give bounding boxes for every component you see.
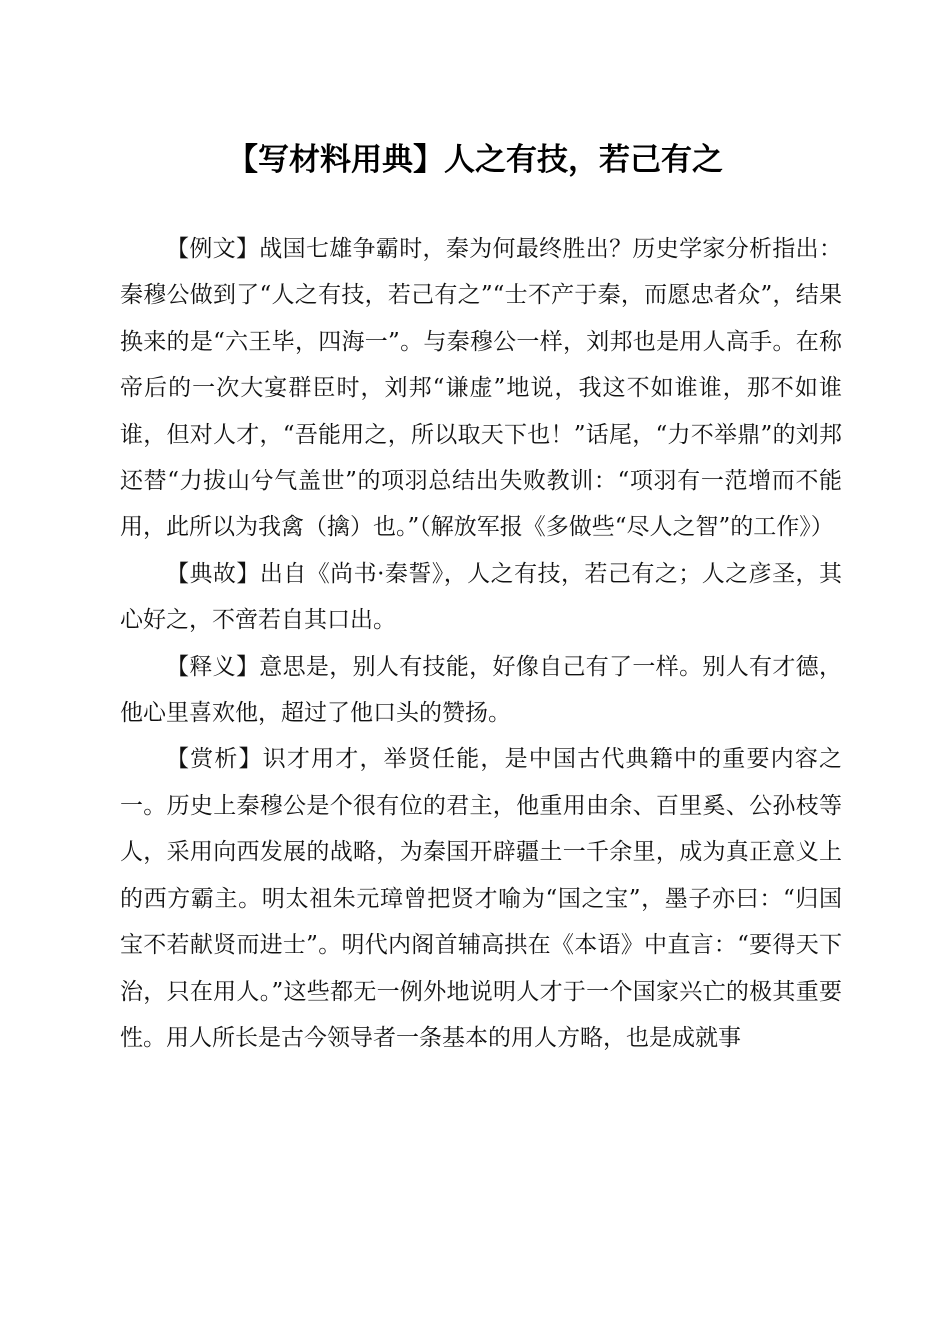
document-body (120, 226, 842, 1061)
paragraph-meaning: 【释义】意思是，别人有技能，好像自己有了一样。别人有才德，他心里喜欢他，超过了他口头的赞扬。 (120, 653, 842, 727)
paragraph-appreciation: 【赏析】识才用才，举贤任能，是中国古代典籍中的重要内容之一。历史上秦穆公是个很有位的君主，他重用由余、百里奚、公孙枝等人，采用向西发展的战略，为秦国开辟疆土一千余里，成为真正意义上的西方霸主。明太祖朱元璋曾把贤才喻为“国之宝”，墨子亦曰：“归国宝不若献贤而进士”。明代内阁首辅高拱在《本语》中直言：“要得天下治，只在用人。”这些都无一例外地说明人才于一个国家兴亡的极其重要性。用人所长是古今领导者一条基本的用人方略，也是成就事 (120, 746, 842, 1051)
paragraph-example: 【例文】战国七雄争霸时，秦为何最终胜出？历史学家分析指出：秦穆公做到了“人之有技，若己有之”“士不产于秦，而愿忠者众”，结果换来的是“六王毕，四海一”。与秦穆公一样，刘邦也是用人高手。在称帝后的一次大宴群臣时，刘邦“谦虚”地说，我这不如谁谁，那不如谁谁，但对人才，“吾能用之，所以取天下也！”话尾，“力不举鼎”的刘邦还替“力拔山兮气盖世”的项羽总结出失败教训：“项羽有一范增而不能用，此所以为我禽（擒）也。”（解放军报《多做些“尽人之智”的工作》） (120, 236, 842, 541)
document-title: 【写材料用典】人之有技，若己有之 (227, 142, 723, 178)
paragraph-allusion: 【典故】出自《尚书·秦誓》，人之有技，若己有之；人之彦圣，其心好之，不啻若自其口出。 (120, 560, 842, 634)
